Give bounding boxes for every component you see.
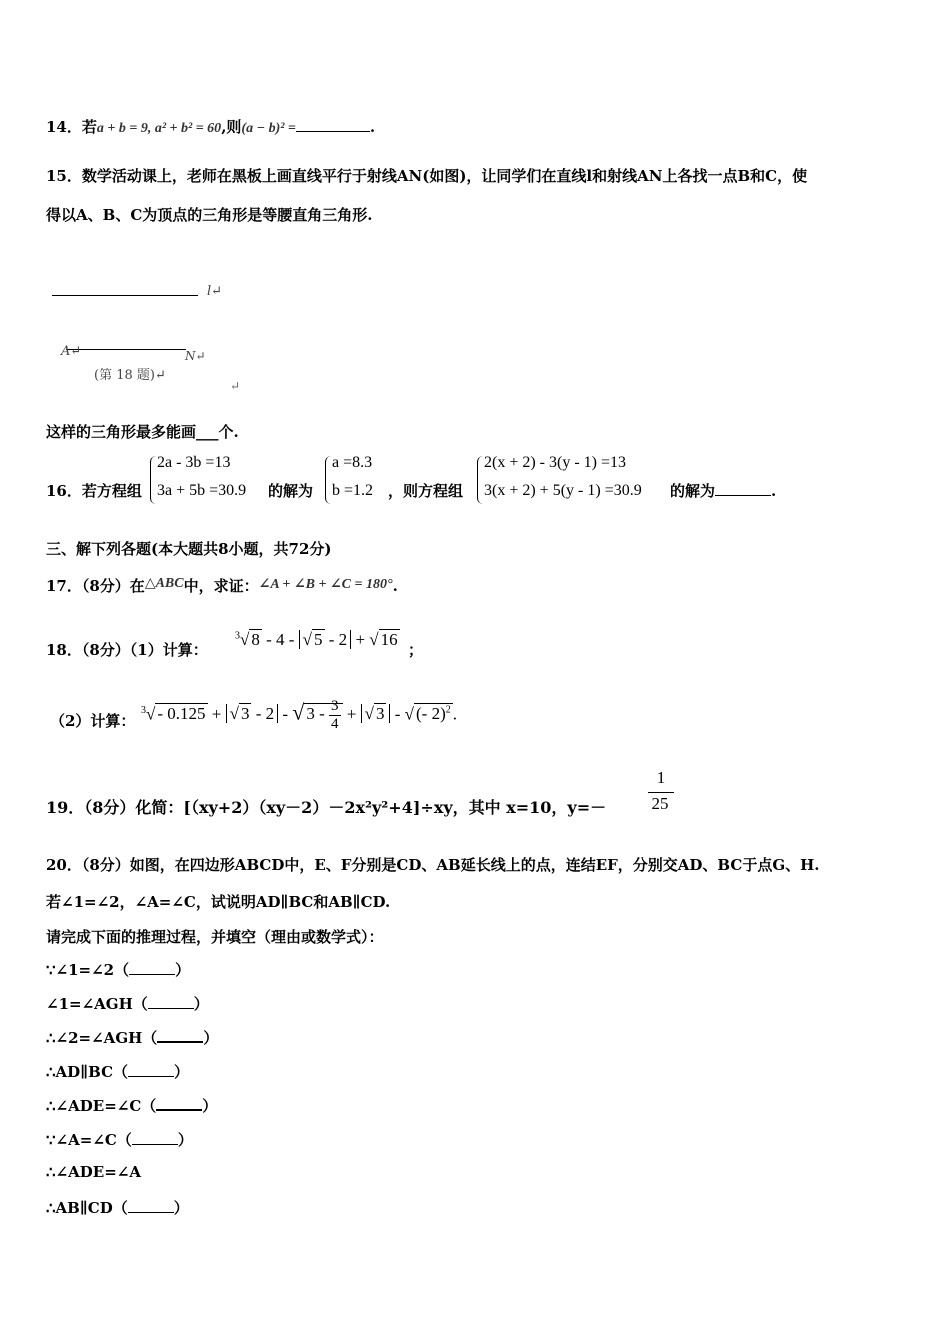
step-3-text: ∴∠2=∠AGH（ bbox=[46, 1029, 158, 1047]
step-3 bbox=[46, 1027, 218, 1048]
sys1-eq1: 2a - 3b =13 bbox=[157, 454, 231, 471]
q15-line1: 15．数学活动课上，老师在黑板上画直线平行于射线AN(如图)，让同学们在直线l和射线AN上各找一点B和C，使 bbox=[46, 167, 808, 185]
root-5: 5 bbox=[314, 630, 323, 649]
q20-line1: 20．（8分）如图，在四边形ABCD中，E、F分别是CD、AB延长线上的点，连结EF，分别交AD、BC于点G、H. bbox=[46, 856, 820, 874]
step-6 bbox=[46, 1129, 193, 1150]
q16-suffix bbox=[670, 480, 776, 501]
root-16: 16 bbox=[380, 630, 398, 649]
q15-line3: 这样的三角形最多能画___个. bbox=[46, 423, 239, 441]
step-3-blank[interactable] bbox=[157, 1041, 203, 1043]
q14 bbox=[46, 116, 375, 137]
minus-3: - bbox=[390, 704, 405, 724]
q18-period: . bbox=[452, 704, 457, 724]
q19-frac-den: 25 bbox=[651, 794, 669, 813]
step-4 bbox=[46, 1061, 189, 1082]
q17 bbox=[46, 575, 398, 596]
step-4-close: ） bbox=[174, 1063, 190, 1081]
q18-semicolon: ； bbox=[408, 641, 424, 659]
q14-condition: a + b = 9, a² + b² = 60 bbox=[96, 121, 222, 136]
root-neg-0125: - 0.125 bbox=[157, 704, 206, 724]
step-6-close: ） bbox=[177, 1131, 193, 1149]
plus-2: + bbox=[342, 704, 361, 724]
step-8-close: ） bbox=[173, 1199, 189, 1217]
step-8-text: ∴AB∥CD（ bbox=[46, 1199, 128, 1217]
q14-number: 14．若 bbox=[46, 118, 97, 136]
sol-b: b =1.2 bbox=[332, 482, 374, 499]
step-5-blank[interactable] bbox=[156, 1109, 202, 1111]
step-4-text: ∴AD∥BC（ bbox=[46, 1063, 129, 1081]
minus-2b: - 2 bbox=[251, 704, 275, 724]
minus-1: - bbox=[278, 704, 293, 724]
term-minus-4: - 4 - bbox=[261, 630, 299, 649]
root-3b: 3 bbox=[375, 704, 385, 724]
step-5-close: ） bbox=[202, 1097, 218, 1115]
q16-suffix-text: 的解为 bbox=[670, 482, 716, 500]
step-5 bbox=[46, 1095, 217, 1116]
sys2-eq2: 3(x + 2) + 5(y - 1) =30.9 bbox=[484, 482, 642, 499]
q19-frac-bar bbox=[648, 792, 674, 793]
root-neg2-sq bbox=[414, 703, 453, 723]
q18-expr2: $^3$√ - 0.125 + √ 3 - 2 - √ 3 - $\frac{3}{4}$ + √ 3 - √ (- 2)$^2$ . bbox=[141, 698, 457, 732]
step-2-text: ∠1=∠AGH（ bbox=[46, 995, 148, 1013]
root-3-minus-frac bbox=[304, 698, 342, 732]
abs-2: √ 3 - 2 bbox=[226, 704, 279, 723]
q20-line3: 请完成下面的推理过程，并填空（理由或数学式）： bbox=[46, 928, 384, 946]
figure-caption: (第 18 题)↵ bbox=[94, 368, 166, 383]
q16-prefix: 16．若方程组 bbox=[46, 482, 142, 500]
q16-mid2: ，则方程组 bbox=[388, 482, 464, 500]
q17-mid: 中，求证： bbox=[183, 577, 259, 595]
label-l: l↵ bbox=[207, 284, 223, 299]
step-2 bbox=[46, 993, 209, 1014]
q18-part2-label: （2）计算： bbox=[50, 712, 136, 730]
square: 2 bbox=[445, 704, 451, 716]
big-root: √ bbox=[292, 699, 305, 725]
ray-an bbox=[66, 349, 186, 350]
section-3-title: 三、解下列各题(本大题共8小题，共72分) bbox=[46, 540, 332, 558]
step-2-close: ） bbox=[193, 995, 209, 1013]
q14-expression: (a − b)² = bbox=[241, 121, 296, 136]
neg-2: (- 2) bbox=[416, 704, 446, 724]
step-8 bbox=[46, 1197, 189, 1218]
q19-frac-num: 1 bbox=[656, 768, 666, 787]
frac-num: 3 bbox=[331, 698, 339, 714]
step-4-blank[interactable] bbox=[128, 1076, 174, 1077]
q19-text: 19．（8分）化简：[（xy+2）（xy－2）－2x²y²+4]÷xy，其中 x=10，y=－ bbox=[46, 798, 607, 817]
step-1-blank[interactable] bbox=[129, 974, 175, 975]
abs-1: √ 5 - 2 bbox=[299, 630, 352, 649]
brace-1 bbox=[150, 456, 157, 504]
sys2-eq1: 2(x + 2) - 3(y - 1) =13 bbox=[484, 454, 627, 471]
step-3-close: ） bbox=[203, 1029, 219, 1047]
plus: + bbox=[351, 630, 370, 649]
q17-expression: ∠A + ∠B + ∠C = 180° bbox=[258, 577, 393, 592]
frac-den: 4 bbox=[331, 716, 339, 732]
root-3: 3 bbox=[240, 704, 250, 724]
q14-period: . bbox=[369, 118, 376, 136]
minus-2: - 2 bbox=[324, 630, 348, 649]
step-7: ∴∠ADE=∠A bbox=[46, 1163, 141, 1181]
q17-prefix: 17．（8分）在 bbox=[46, 577, 145, 595]
sol-a: a =8.3 bbox=[332, 454, 373, 471]
step-8-blank[interactable] bbox=[128, 1212, 174, 1213]
brace-2 bbox=[325, 456, 332, 504]
label-n: N↵ bbox=[185, 349, 206, 363]
label-a: A↵ bbox=[61, 344, 82, 359]
root-8: 8 bbox=[251, 630, 260, 649]
q17-period: . bbox=[392, 577, 398, 595]
step-1-text: ∵∠1=∠2（ bbox=[46, 961, 130, 979]
abs-3: √ 3 bbox=[361, 704, 391, 723]
q18-expr1: $^3$√ 8 - 4 - √ 5 - 2 + √ 16 bbox=[235, 630, 398, 649]
q14-then: ,则 bbox=[221, 118, 242, 136]
sys1-eq2: 3a + 5b =30.9 bbox=[157, 482, 247, 499]
step-1-close: ） bbox=[175, 961, 191, 979]
step-6-blank[interactable] bbox=[132, 1144, 178, 1145]
frac-3-4 bbox=[329, 698, 341, 733]
step-1 bbox=[46, 959, 190, 980]
three-minus: 3 - bbox=[306, 704, 325, 724]
q15-line2: 得以A、B、C为顶点的三角形是等腰直角三角形. bbox=[46, 206, 373, 224]
cube-index-2: 3 bbox=[141, 704, 146, 716]
cube-index: 3 bbox=[235, 630, 240, 642]
step-5-text: ∴∠ADE=∠C（ bbox=[46, 1097, 157, 1115]
paragraph-mark: ↵ bbox=[230, 379, 241, 393]
step-2-blank[interactable] bbox=[148, 1008, 194, 1009]
q16-period: . bbox=[771, 482, 777, 500]
q16-mid1: 的解为 bbox=[268, 482, 314, 500]
q14-answer-blank[interactable] bbox=[296, 131, 370, 132]
q16-answer-blank[interactable] bbox=[715, 495, 771, 496]
step-6-text: ∵∠A=∠C（ bbox=[46, 1131, 132, 1149]
q20-line2: 若∠1=∠2，∠A=∠C，试说明AD∥BC和AB∥CD. bbox=[46, 893, 391, 911]
line-l bbox=[52, 295, 198, 296]
q17-triangle: △ABC bbox=[144, 576, 184, 591]
plus-1: + bbox=[207, 704, 226, 724]
brace-3 bbox=[477, 456, 484, 504]
q18-prefix: 18．（8分）（1）计算： bbox=[46, 641, 208, 659]
